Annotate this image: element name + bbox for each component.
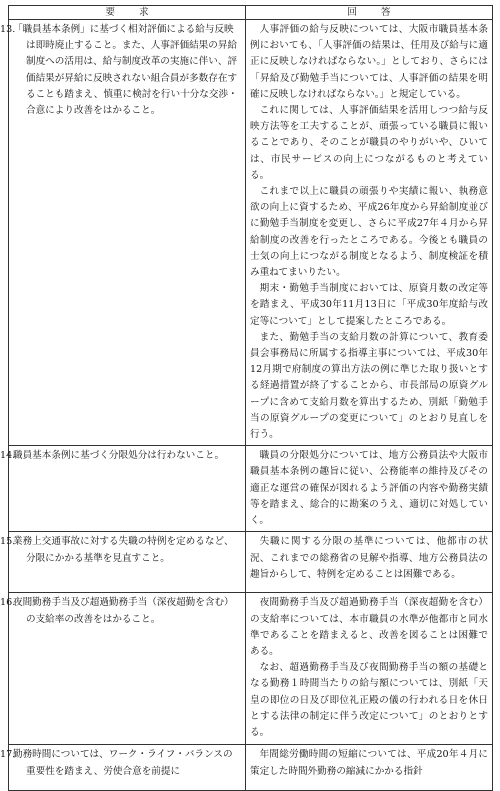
request-text: 職員基本条例に基づく分限処分は行わないこと。 [13,450,225,462]
answer-cell [246,532,493,593]
request-cell: 17.勤務時間については、ワーク・ライフ・バランスの重要性を踏まえ、労使合意を前提に [9,745,246,791]
answer-paragraph: これに関しては、人事評価結果を活用しつつ給与反映方法等を工夫することが、頑張っている職員に報いることであり、そのことが職員のやりがいや、ひいては、市民サービスの向上につながるものと考えている。 [250,105,488,181]
answer-paragraph: 人事評価の給与反映については、大阪市職員基本条例においても、「人事評価の結果は、任用及び給与に適正に反映しなければならない。」としており、さらには「昇給及び勤勉手当については、人事評価の結果を明確に反映しなければならない。」と規定している。 [250,24,488,100]
answer-paragraph: 期末・勤勉手当制度においては、原資月数の改定等を踏まえ、平成30年11月13日に「平成30年度給与改定等について」として提案したところである。 [250,283,488,327]
table-row [9,745,493,791]
answer-paragraph: 職員の分限処分については、地方公務員法や大阪市職員基本条例の趣旨に従い、公務能率の維持及びその適正な運営の確保が図れるよう評価の内容や勤務実績等を踏まえ、総合的に勘案のうえ、適切に対処していく。 [250,450,488,527]
answer-paragraph: 年間総労働時間の短縮については、平成20年４月に策定した時間外勤務の縮減にかかる指針 [250,749,488,777]
answer-paragraph: なお、超過勤務手当及び夜間勤務手当の額の基礎となる勤務１時間当たりの給与額については、別紙「天皇の即位の日及び即位礼正殿の儀の行われる日を休日とする法律の制定に伴う改定について」のとおりとする。 [250,662,488,738]
request-text: 業務上交通事故に対する失職の特例を定めるなど、分限にかかる基準を見直すこと。 [13,536,234,564]
table-row [9,20,493,446]
answer-cell [246,745,493,791]
table-row [9,532,493,593]
answer-cell [246,446,493,532]
answer-paragraph: 夜間勤務手当及び超過勤務手当（深夜超勤を含む）の支給率については、本市職員の水準が他都市と同水準であることを踏まえると、改善を図ることは困難である。 [250,597,488,657]
request-text: 勤務時間については、ワーク・ライフ・バランスの重要性を踏まえ、労使合意を前提に [13,749,233,777]
answer-paragraph: 失職に関する分限の基準については、他都市の状況、これまでの総務省の見解や指導、地方公務員法の趣旨からして、特例を定めることは困難である。 [250,536,488,580]
request-text: 夜間勤務手当及び超過勤務手当（深夜超勤を含む）の支給率の改善をはかること。 [13,597,234,625]
request-column-header: 要求 [9,6,246,20]
answer-paragraph: これまで以上に職員の頑張りや実績に報い、執務意欲の向上に資するため、平成26年度から昇給制度並びに勤勉手当制度を変更し、さらに平成27年４月から昇給制度の改善を行ったところである。今後とも職員の士気の向上につながる制度となるよう、制度検証を積み重ねてまいりたい。 [250,186,488,279]
request-text: 「職員基本条例」に基づく相対評価による給与反映は即時廃止すること。また、人事評価結果の昇給制度への活用は、給与制度改革の実施に伴い、評価結果が昇給に反映されない組合員が多数存在することも踏まえ、慎重に検討を行い十分な交渉・合意により改善をはかること。 [13,24,238,117]
request-cell: 13.「職員基本条例」に基づく相対評価による給与反映は即時廃止すること。また、人事評価結果の昇給制度への活用は、給与制度改革の実施に伴い、評価結果が昇給に反映されない組合員が多数存在することも踏まえ、慎重に検討を行い十分な交渉・合意により改善をはかること。 [9,20,246,446]
request-cell: 15.業務上交通事故に対する失職の特例を定めるなど、分限にかかる基準を見直すこと。 [9,532,246,593]
request-answer-table [0,5,493,791]
answer-column-header: 回答 [246,6,493,20]
table-row [9,593,493,745]
table-header-row [9,6,493,20]
answer-cell [246,20,493,446]
table-row [9,446,493,532]
answer-cell [246,593,493,745]
request-cell: 14.職員基本条例に基づく分限処分は行わないこと。 [9,446,246,532]
request-cell: 16.夜間勤務手当及び超過勤務手当（深夜超勤を含む）の支給率の改善をはかること。 [9,593,246,745]
answer-paragraph: また、勤勉手当の支給月数の計算について、教育委員会事務局に所属する指導主事については、平成30年12月期で府制度の算出方法の例に準じた取り扱いとする経過措置が終了することから、市長部局の原資グループに含めて支給月数を算出するため、別紙「勤勉手当の原資グループの変更について」のとおり見直しを行う。 [250,331,488,441]
